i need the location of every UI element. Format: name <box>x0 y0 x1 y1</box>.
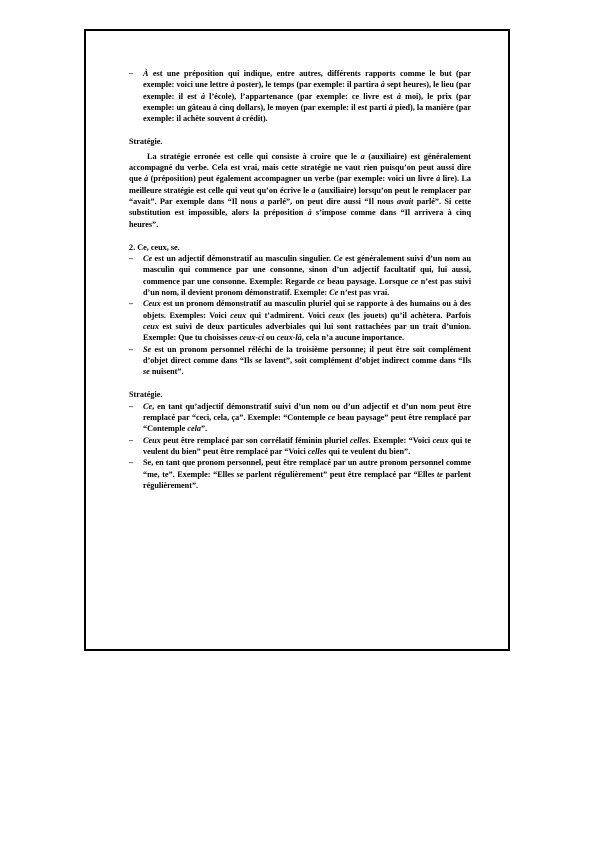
list-item-text: À est une préposition qui indique, entre autres, différents rapports comme le but (par exemple: voici une lettre à poster), le temps (par exemple: il partira à sept heures), le lieu (par exemple: il est à l’école), l’appartenance (par exemple: ce livre est à moi), le prix (par exemple: un gâteau à cinq dollars), le moyen (par exemple: il est parti à pied), la manière (par exemple: il achète souvent à crédit). <box>143 69 472 124</box>
italic-term: ceux <box>328 310 345 320</box>
italic-term: à <box>236 114 241 124</box>
list-dash: – <box>129 69 134 78</box>
list-item-text: Ce est un adjectif démonstratif au masculin singulier. Ce est généralement suivi d’un nom au masculin qui commence par une consonne, sinon d’un adjectif facultatif qui, lui aussi, commence par une consonne. Exemple: Regarde ce beau paysage. Lorsque ce n’est pas suivi d’un nom, il devient pronom démonstratif. Exemple: Ce n’est pas vrai. <box>143 254 472 298</box>
italic-term: ceux <box>230 310 247 320</box>
list-item-ceux <box>129 298 471 343</box>
italic-term: ce <box>410 276 419 286</box>
list-item-text: Ceux peut être remplacé par son corrélatif féminin pluriel celles. Exemple: “Voici ceux qui te veulent du bien” peut être remplacé par “Voici celles qui te veulent du bien”. <box>143 435 471 456</box>
italic-term: celles <box>350 435 369 445</box>
italic-term: Se <box>143 344 152 354</box>
section-heading-ce-ceux-se: 2. Ce, ceux, se. <box>129 242 180 252</box>
list-dash: – <box>129 254 134 264</box>
italic-term: se <box>143 367 150 377</box>
italic-term: à <box>230 80 235 90</box>
list-dash: – <box>129 299 134 309</box>
list-item-strategy-ceux <box>129 435 471 458</box>
italic-term: se <box>236 469 244 479</box>
italic-term: À <box>143 69 149 78</box>
italic-term: à <box>396 91 401 101</box>
italic-term: Ce <box>143 254 153 264</box>
italic-term: Ceux <box>143 435 161 445</box>
italic-term: te <box>437 469 443 479</box>
list-item-se <box>129 344 471 378</box>
italic-term: a <box>360 151 365 161</box>
italic-term: à <box>436 174 441 184</box>
italic-term: à <box>144 174 149 184</box>
italic-term: Ceux <box>143 299 161 309</box>
italic-term: à <box>388 102 393 112</box>
italic-term: à <box>213 102 218 112</box>
italic-term: à <box>307 208 312 218</box>
italic-term: Ce <box>329 288 339 298</box>
italic-term: ceux-là <box>276 333 302 343</box>
italic-term: se <box>255 355 262 365</box>
italic-term: Ce <box>333 254 343 264</box>
list-dash: – <box>129 344 134 354</box>
italic-term: ce <box>327 413 336 423</box>
italic-term: à <box>200 91 206 101</box>
strategy-paragraph: La stratégie erronée est celle qui consiste à croire que le a (auxiliaire) est généralement accompagné du verbe. Cela est vrai, mais cette stratégie ne vaut rien puisqu’on peut aussi dire que à (préposition) peut également accompagner un verbe (par exemple: voici un livre à lire). La meilleure stratégie est celle qui veut qu’on écrive le a (auxiliaire) lorsqu’on peut le remplacer par “avait”. Par exemple dans “Il nous a parlé”, on peut dire aussi “Il nous avait parlé”. Si cette substitution est impossible, alors la préposition à s’impose comme dans “Il arrivera à cinq heures”. <box>129 151 472 229</box>
list-item-text: Se est un pronom personnel réléchi de la troisième personne; il peut être soit complément d’objet direct comme dans “Ils se lavent”, soit complément d’objet indirect comme dans “Ils se nuisent”. <box>143 344 472 377</box>
italic-term: avait <box>396 196 414 206</box>
italic-term: ceux <box>143 321 159 331</box>
list-dash: – <box>129 458 134 468</box>
italic-term: cela <box>187 424 201 434</box>
section-heading-strategy-1: Stratégie. <box>129 137 163 147</box>
italic-term: ceux <box>432 435 449 445</box>
document-body <box>129 68 471 491</box>
italic-term: ceux-ci <box>239 333 264 343</box>
list-item-text: Ce, en tant qu’adjectif démonstratif suivi d’un nom ou d’un adjectif et d’un nom peut être remplacé par “ceci, cela, ça”. Exemple: “Contemple ce beau paysage” peut être remplacé par “Contemple cela”. <box>143 401 471 434</box>
list-item-strategy-se <box>129 457 471 491</box>
list-item-text: Se, en tant que pronom personnel, peut être remplacé par un autre pronom personnel comme “me, te”. Exemple: “Elles se parlent régulièrement” peut être remplacé par “Elles te parlent régulièrement”. <box>143 458 471 490</box>
list-dash: – <box>129 401 134 411</box>
list-item-preposition-a <box>129 68 471 124</box>
italic-term: a <box>311 185 316 195</box>
italic-term: a <box>260 196 265 206</box>
page-frame <box>84 29 510 651</box>
section-heading-strategy-2: Stratégie. <box>129 390 163 400</box>
italic-term: ce <box>317 276 325 286</box>
list-item-ce <box>129 253 471 298</box>
italic-term: Ce <box>143 401 153 411</box>
list-item-text: Ceux est un pronom démonstratif au masculin pluriel qui se rapporte à des humains ou à des objets. Exemples: Voici ceux qui t’admirent. Voici ceux (les jouets) qu’il achètera. Parfois ceux est suivi de deux particules adverbiales qui lui sont rattachées par un trait d’union. Exemple: Que tu choisisses ceux-ci ou ceux-là, cela n’a aucune importance. <box>143 299 471 343</box>
list-item-strategy-ce <box>129 401 471 435</box>
list-dash: – <box>129 435 134 445</box>
italic-term: celles <box>307 446 327 456</box>
italic-term: à <box>380 80 385 90</box>
